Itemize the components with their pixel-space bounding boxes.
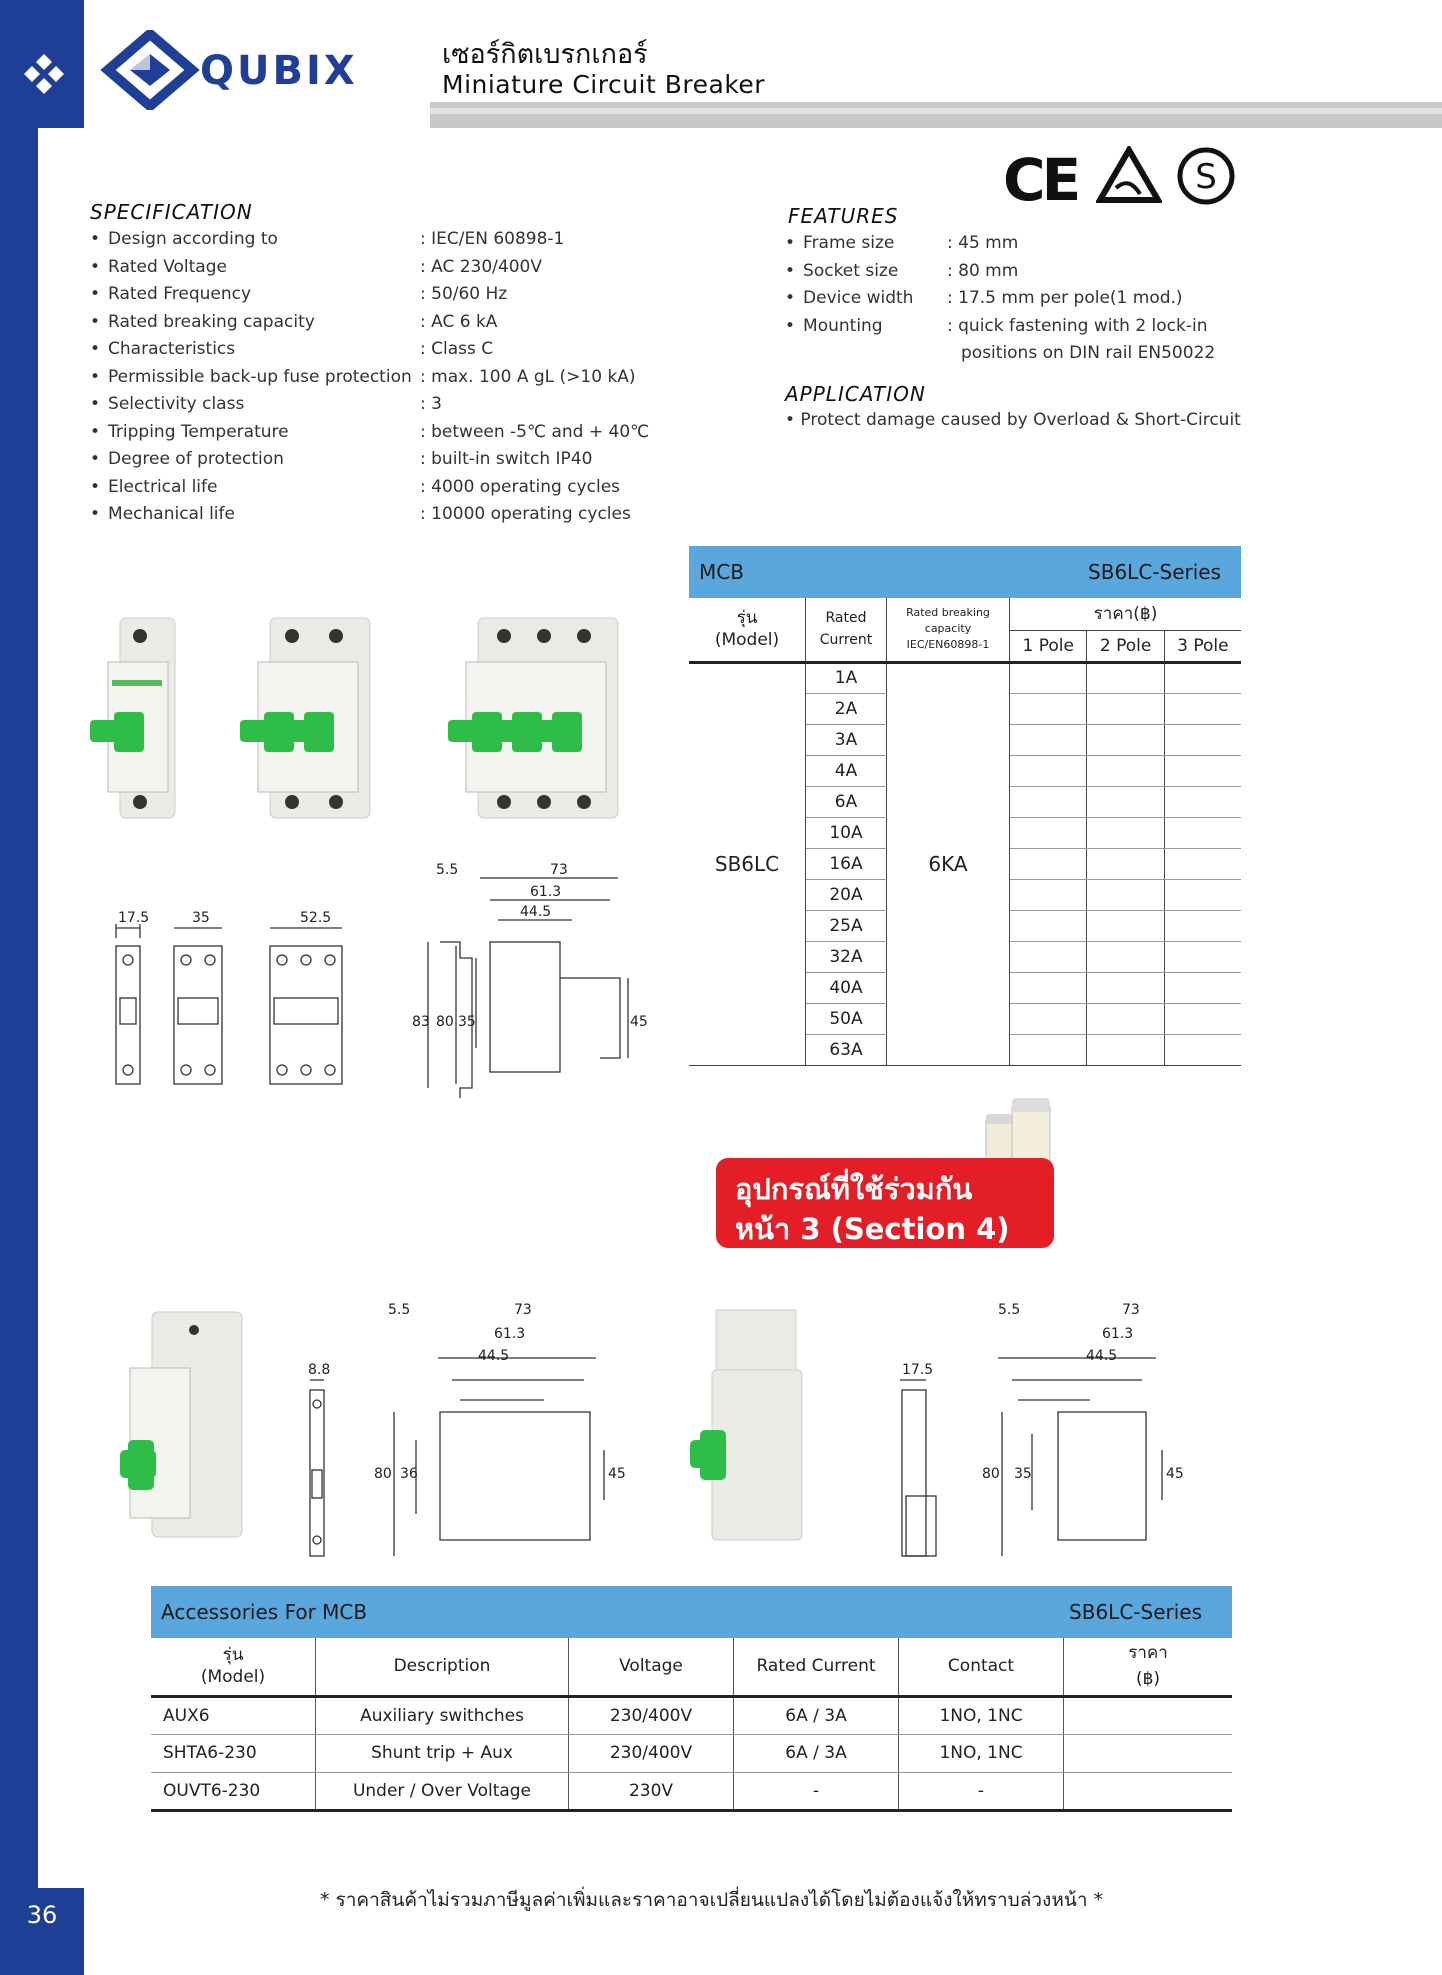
spec-value: : 10000 operating cycles	[420, 504, 631, 524]
spec-value: : between -5℃ and + 40℃	[420, 421, 650, 442]
features-list	[785, 230, 1255, 368]
shunt-dim-45-label: 45	[1166, 1466, 1184, 1482]
spec-value: : max. 100 A gL (>10 kA)	[420, 366, 636, 387]
price-cell	[1010, 848, 1087, 879]
spec-row	[90, 254, 690, 282]
spec-value: : 50/60 Hz	[420, 284, 508, 304]
spec-row	[90, 391, 690, 419]
application-text: • Protect damage caused by Overload & Short-Circuit	[785, 410, 1241, 430]
dim-61-3-label: 61.3	[530, 884, 562, 900]
acc-current-cell: 6A / 3A	[734, 1734, 899, 1772]
acc-model-header-thai: รุ่น	[222, 1645, 244, 1666]
dim-44-5-label: 44.5	[520, 904, 552, 920]
shunt-dim-5-5-label: 5.5	[998, 1302, 1021, 1318]
dim-52-5-label: 52.5	[300, 910, 332, 926]
acc-contact-header: Contact	[899, 1638, 1064, 1696]
acc-description-cell: Auxiliary swithches	[316, 1696, 569, 1734]
acc-current-header: Rated Current	[734, 1638, 899, 1696]
price-cell	[1164, 724, 1241, 755]
dim-35-label: 35	[192, 910, 210, 926]
spec-row	[90, 419, 690, 447]
price-cell	[1010, 662, 1087, 693]
spec-row	[90, 226, 690, 254]
price-cell	[1087, 786, 1164, 817]
price-cell	[1164, 1003, 1241, 1034]
acc-price-cell	[1064, 1696, 1233, 1734]
page-number: 36	[26, 1901, 58, 1929]
features-heading: FEATURES	[788, 204, 899, 228]
svg-text:S: S	[1195, 157, 1217, 197]
price-cell	[1164, 879, 1241, 910]
shunt-dim-17-5-label: 17.5	[902, 1362, 934, 1378]
feature-value: : 17.5 mm per pole(1 mod.)	[947, 288, 1183, 308]
price-cell	[1087, 910, 1164, 941]
dim-17-5-label: 17.5	[118, 910, 150, 926]
acc-contact-cell: -	[899, 1772, 1064, 1810]
spec-row	[90, 364, 690, 392]
price-cell	[1010, 879, 1087, 910]
breaking-capacity-cell: 6KA	[887, 662, 1010, 1065]
feature-row	[785, 258, 1255, 286]
mcb-model-cell: SB6LC	[689, 662, 806, 1065]
price-cell	[1164, 693, 1241, 724]
mcb-2pole-image	[240, 618, 370, 818]
current-cell: 50A	[806, 1003, 887, 1034]
price-cell	[1010, 693, 1087, 724]
spec-value: : Class C	[420, 339, 494, 359]
feature-row	[785, 313, 1255, 341]
spec-label: • Rated Frequency	[90, 281, 251, 309]
price-cell	[1164, 910, 1241, 941]
price-cell	[1164, 755, 1241, 786]
spec-label: • Mechanical life	[90, 501, 235, 529]
acc-price-header-thai: ราคา	[1128, 1643, 1168, 1664]
spec-heading: SPECIFICATION	[90, 200, 253, 224]
price-cell	[1087, 662, 1164, 693]
feature-row-continued	[785, 340, 1255, 368]
current-cell: 16A	[806, 848, 887, 879]
accessories-table-grid	[151, 1638, 1232, 1812]
model-header-english: (Model)	[714, 630, 780, 651]
acc-voltage-header: Voltage	[569, 1638, 734, 1696]
spec-row	[90, 281, 690, 309]
current-cell: 3A	[806, 724, 887, 755]
dim-73-label: 73	[550, 862, 568, 878]
feature-label: • Socket size	[785, 258, 898, 286]
acc-voltage-cell: 230/400V	[569, 1696, 734, 1734]
price-cell	[1164, 786, 1241, 817]
acc-model-cell: OUVT6-230	[151, 1772, 316, 1810]
aux-switch-drawing	[110, 1300, 690, 1560]
aux-dim-5-5-label: 5.5	[388, 1302, 411, 1318]
acc-price-cell	[1064, 1734, 1233, 1772]
spec-value: : AC 6 kA	[420, 311, 498, 332]
dim-35-height-label: 35	[458, 1014, 476, 1030]
price-cell	[1087, 972, 1164, 1003]
banner-line-1: อุปกรณ์ที่ใช้ร่วมกัน	[735, 1172, 973, 1206]
application-heading: APPLICATION	[785, 382, 926, 406]
price-header-cell: ราคา(฿)	[1010, 598, 1242, 630]
dim-83-label: 83	[412, 1014, 430, 1030]
aux-dim-36-label: 36	[400, 1466, 418, 1482]
acc-current-cell: -	[734, 1772, 899, 1810]
feature-label: • Frame size	[785, 230, 894, 258]
spec-label: • Rated Voltage	[90, 254, 227, 282]
feature-label: • Mounting	[785, 313, 883, 341]
current-cell: 40A	[806, 972, 887, 1003]
spec-label: • Electrical life	[90, 474, 217, 502]
acc-model-header	[151, 1638, 316, 1696]
banner-line-2: หน้า 3 (Section 4)	[735, 1212, 1010, 1246]
shunt-dim-80-label: 80	[982, 1466, 1000, 1482]
aux-switch-image	[120, 1312, 242, 1537]
sidebar-page-edge	[38, 128, 84, 1888]
table-row	[151, 1734, 1232, 1772]
aux-dim-8-8-label: 8.8	[308, 1362, 331, 1378]
acc-contact-cell: 1NO, 1NC	[899, 1734, 1064, 1772]
acc-model-cell: AUX6	[151, 1696, 316, 1734]
mcb-3pole-image	[448, 612, 624, 827]
acc-current-cell: 6A / 3A	[734, 1696, 899, 1734]
ce-mark-icon: CE	[1003, 146, 1078, 214]
dim-80-label: 80	[436, 1014, 454, 1030]
breaking-header-line2: capacity	[924, 622, 972, 636]
price-cell	[1010, 755, 1087, 786]
logo-text: QUBIX	[200, 48, 358, 94]
mcb-table-header	[689, 546, 1241, 598]
price-cell	[1010, 910, 1087, 941]
feature-value: : 80 mm	[947, 260, 1019, 281]
feature-row	[785, 230, 1255, 258]
acc-description-cell: Under / Over Voltage	[316, 1772, 569, 1810]
mcb-price-table	[689, 546, 1241, 1066]
spec-value: : 4000 operating cycles	[420, 476, 621, 497]
accessories-table	[151, 1586, 1232, 1812]
spec-row	[90, 309, 690, 337]
price-cell	[1164, 848, 1241, 879]
price-cell	[1010, 1034, 1087, 1065]
acc-description-header: Description	[316, 1638, 569, 1696]
current-header-cell	[806, 598, 887, 662]
mcb-table-series: SB6LC-Series	[1088, 560, 1221, 584]
current-cell: 1A	[806, 662, 887, 693]
aux-dim-80-label: 80	[374, 1466, 392, 1482]
price-cell	[1010, 972, 1087, 1003]
mcb-table-title: MCB	[699, 560, 744, 584]
spec-value: : IEC/EN 60898-1	[420, 229, 565, 249]
spec-label: • Design according to	[90, 226, 278, 254]
current-header-line2: Current	[819, 632, 873, 649]
spec-label: • Characteristics	[90, 336, 235, 364]
current-cell: 2A	[806, 693, 887, 724]
feature-value: : 45 mm	[947, 233, 1019, 253]
qubix-symbol-icon	[22, 52, 66, 96]
current-cell: 6A	[806, 786, 887, 817]
shunt-dim-61-3-label: 61.3	[1102, 1326, 1134, 1342]
safety-s-mark-icon	[1176, 146, 1236, 206]
acc-voltage-cell: 230/400V	[569, 1734, 734, 1772]
accessories-table-header	[151, 1586, 1232, 1638]
price-3-pole-header: 3 Pole	[1164, 630, 1241, 662]
feature-row	[785, 285, 1255, 313]
header-grey-band	[430, 102, 1442, 128]
price-cell	[1087, 817, 1164, 848]
page-title-english: Miniature Circuit Breaker	[442, 70, 766, 99]
acc-description-cell: Shunt trip + Aux	[316, 1734, 569, 1772]
price-cell	[1164, 1034, 1241, 1065]
mcb-product-photo	[84, 612, 424, 827]
page-title-thai: เซอร์กิตเบรกเกอร์	[442, 39, 648, 70]
acc-model-header-english: (Model)	[200, 1667, 266, 1688]
acc-voltage-cell: 230V	[569, 1772, 734, 1810]
aux-dim-45-label: 45	[608, 1466, 626, 1482]
price-cell	[1087, 941, 1164, 972]
tisi-triangle-icon	[1096, 146, 1162, 206]
model-header-cell	[689, 598, 806, 662]
spec-label: • Permissible back-up fuse protection	[90, 364, 412, 392]
price-cell	[1010, 786, 1087, 817]
price-cell	[1087, 879, 1164, 910]
current-cell: 10A	[806, 817, 887, 848]
accessories-table-series: SB6LC-Series	[1069, 1600, 1202, 1624]
spec-value: : AC 230/400V	[420, 256, 542, 277]
dim-45-label: 45	[630, 1014, 648, 1030]
acc-price-header	[1064, 1638, 1233, 1696]
price-cell	[1164, 972, 1241, 1003]
spec-list	[90, 226, 690, 529]
price-cell	[1087, 1003, 1164, 1034]
spec-value: : built-in switch IP40	[420, 449, 593, 469]
spec-label: • Degree of protection	[90, 446, 284, 474]
current-cell: 4A	[806, 755, 887, 786]
price-cell	[1164, 817, 1241, 848]
acc-model-cell: SHTA6-230	[151, 1734, 316, 1772]
table-row	[151, 1772, 1232, 1810]
price-cell	[1010, 941, 1087, 972]
spec-row	[90, 336, 690, 364]
section-label: SECTION : 1	[35, 1654, 75, 1876]
spec-row	[90, 446, 690, 474]
breaking-header-line1: Rated breaking	[906, 606, 990, 620]
price-cell	[1164, 662, 1241, 693]
price-2-pole-header: 2 Pole	[1087, 630, 1164, 662]
breaking-header-line3: IEC/EN60898-1	[906, 638, 990, 652]
current-cell: 25A	[806, 910, 887, 941]
current-cell: 20A	[806, 879, 887, 910]
aux-dim-73-label: 73	[514, 1302, 532, 1318]
price-cell	[1010, 724, 1087, 755]
feature-value: positions on DIN rail EN50022	[961, 343, 1216, 363]
accessories-table-title: Accessories For MCB	[161, 1600, 368, 1624]
acc-contact-cell: 1NO, 1NC	[899, 1696, 1064, 1734]
price-cell	[1087, 724, 1164, 755]
aux-dim-61-3-label: 61.3	[494, 1326, 526, 1342]
price-cell	[1087, 755, 1164, 786]
shunt-dim-73-label: 73	[1122, 1302, 1140, 1318]
spec-row	[90, 474, 690, 502]
feature-label: • Device width	[785, 285, 913, 313]
table-row	[151, 1696, 1232, 1734]
mcb-table-grid	[689, 598, 1241, 1066]
acc-price-cell	[1064, 1772, 1233, 1810]
price-cell	[1087, 1034, 1164, 1065]
header-grey-stripe	[430, 108, 1442, 114]
dim-5-5-label: 5.5	[436, 862, 459, 878]
shunt-dim-35-label: 35	[1014, 1466, 1032, 1482]
price-cell	[1164, 941, 1241, 972]
qubix-logo-icon	[100, 30, 200, 110]
spec-label: • Tripping Temperature	[90, 419, 289, 447]
aux-dim-44-5-label: 44.5	[478, 1348, 510, 1364]
current-cell: 32A	[806, 941, 887, 972]
mcb-1pole-image	[90, 618, 175, 818]
spec-row	[90, 501, 690, 529]
current-header-line1: Rated	[825, 610, 867, 627]
price-cell	[1087, 693, 1164, 724]
shunt-dim-44-5-label: 44.5	[1086, 1348, 1118, 1364]
feature-value: : quick fastening with 2 lock-in	[947, 315, 1208, 336]
spec-label: • Rated breaking capacity	[90, 309, 315, 337]
footer-note: * ราคาสินค้าไม่รวมภาษีมูลค่าเพิ่มและราคาอาจเปลี่ยนแปลงได้โดยไม่ต้องแจ้งให้ทราบล่วงหน้า *	[320, 1889, 1104, 1911]
model-header-thai: รุ่น	[736, 608, 758, 629]
mcb-dimension-drawing	[100, 858, 650, 1098]
price-cell	[1010, 1003, 1087, 1034]
breaking-header-cell	[887, 598, 1010, 662]
spec-label: • Selectivity class	[90, 391, 244, 419]
shunt-trip-image	[690, 1310, 802, 1540]
spec-value: : 3	[420, 394, 442, 414]
price-1-pole-header: 1 Pole	[1010, 630, 1087, 662]
current-cell: 63A	[806, 1034, 887, 1065]
price-cell	[1010, 817, 1087, 848]
shunt-trip-drawing	[686, 1300, 1246, 1560]
price-cell	[1087, 848, 1164, 879]
acc-price-header-symbol: (฿)	[1135, 1669, 1161, 1690]
